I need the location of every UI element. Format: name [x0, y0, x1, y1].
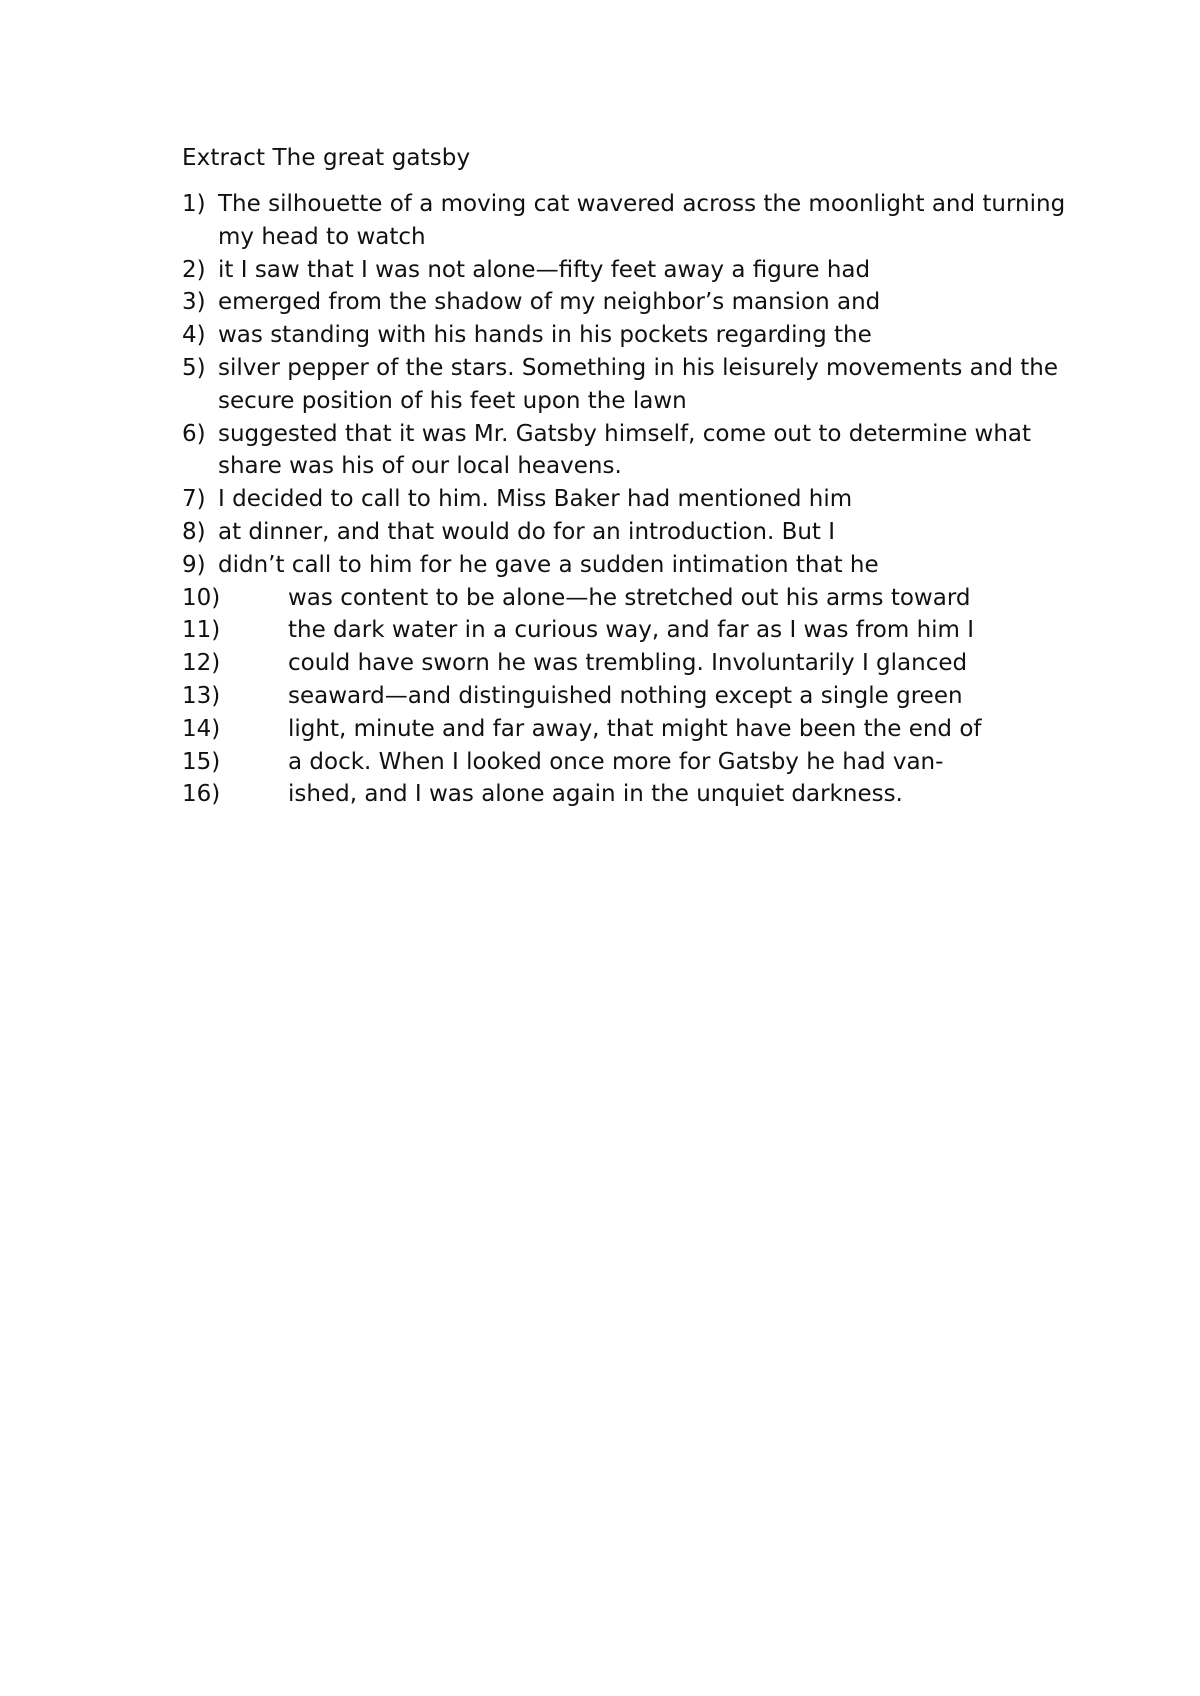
list-item: [182, 483, 1082, 516]
list-item: [182, 418, 1082, 484]
line-number: 5): [182, 354, 206, 381]
line-text: a dock. When I looked once more for Gatsby he had van-: [288, 748, 944, 775]
line-text: was content to be alone—he stretched out his arms toward: [288, 584, 971, 611]
line-text: emerged from the shadow of my neighbor’s mansion and: [218, 289, 881, 316]
line-number: 16): [182, 781, 221, 808]
list-item: [182, 352, 1082, 418]
list-item: [182, 582, 1082, 615]
line-text: ished, and I was alone again in the unquiet darkness.: [288, 781, 903, 808]
line-number: 3): [182, 289, 206, 316]
line-text: it I saw that I was not alone—fifty feet away a figure had: [218, 256, 871, 283]
line-number: 9): [182, 551, 206, 578]
line-text: I decided to call to him. Miss Baker had mentioned him: [218, 486, 853, 513]
line-number: 13): [182, 682, 221, 709]
line-number: 8): [182, 518, 206, 545]
line-text: could have sworn he was trembling. Involuntarily I glanced: [288, 650, 968, 677]
list-item: [182, 614, 1082, 647]
document-title: Extract The great gatsby: [182, 145, 471, 171]
line-number: 1): [182, 191, 206, 217]
line-number: 15): [182, 748, 221, 775]
line-number: 4): [182, 322, 206, 349]
list-item: [182, 516, 1082, 549]
line-text: light, minute and far away, that might have been the end of: [288, 715, 982, 742]
list-item: [182, 778, 1082, 811]
numbered-passage: [182, 188, 1082, 811]
line-number: 11): [182, 617, 221, 644]
list-item: [182, 680, 1082, 713]
line-text: the dark water in a curious way, and far as I was from him I: [288, 617, 975, 644]
list-item: [182, 549, 1082, 582]
line-number: 7): [182, 486, 206, 513]
list-item: [182, 713, 1082, 746]
line-text: suggested that it was Mr. Gatsby himself, come out to determine what share was his of our local heavens.: [218, 420, 1032, 480]
line-number: 6): [182, 420, 206, 447]
line-text: at dinner, and that would do for an introduction. But I: [218, 518, 836, 545]
line-number: 12): [182, 650, 221, 677]
line-text: silver pepper of the stars. Something in his leisurely movements and the secure position of his feet upon the lawn: [218, 354, 1059, 414]
list-item: [182, 319, 1082, 352]
list-item: [182, 286, 1082, 319]
line-text: seaward—and distinguished nothing except a single green: [288, 682, 963, 709]
line-number: 10): [182, 584, 221, 611]
line-text: The silhouette of a moving cat wavered across the moonlight and turning my head to watch: [218, 191, 1066, 250]
list-item: [182, 746, 1082, 779]
list-item: [182, 188, 1082, 254]
list-item: [182, 647, 1082, 680]
line-text: didn’t call to him for he gave a sudden intimation that he: [218, 551, 879, 578]
line-text: was standing with his hands in his pockets regarding the: [218, 322, 872, 349]
line-number: 14): [182, 715, 221, 742]
line-number: 2): [182, 256, 206, 283]
list-item: [182, 254, 1082, 287]
